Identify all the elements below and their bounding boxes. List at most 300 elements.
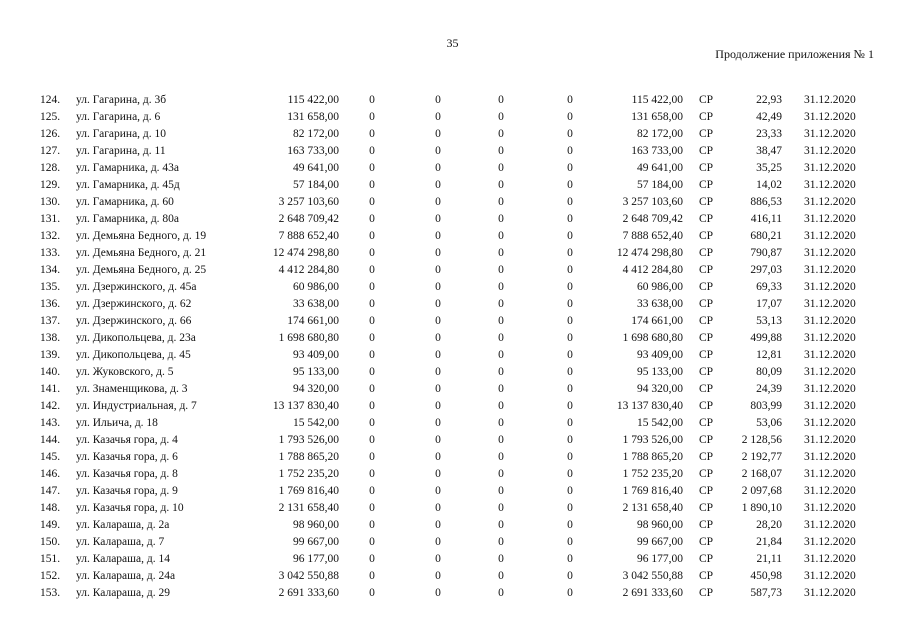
code-cell: СР <box>699 298 714 310</box>
value-cell: 416,11 <box>750 213 782 225</box>
zero-cell-2: 0 <box>435 400 441 412</box>
code-cell: СР <box>699 332 714 344</box>
address-cell: ул. Калараша, д. 2а <box>76 519 170 531</box>
table-row <box>0 109 905 126</box>
row-number: 135. <box>40 281 61 293</box>
date-cell: 31.12.2020 <box>804 434 856 446</box>
code-cell: СР <box>699 451 714 463</box>
row-number: 132. <box>40 230 61 242</box>
address-cell: ул. Гамарника, д. 43а <box>76 162 180 174</box>
code-cell: СР <box>699 485 714 497</box>
zero-cell-2: 0 <box>435 315 441 327</box>
row-number: 142. <box>40 400 61 412</box>
date-cell: 31.12.2020 <box>804 468 856 480</box>
table-row <box>0 279 905 296</box>
total-cell: 95 133,00 <box>637 366 683 378</box>
row-number: 136. <box>40 298 61 310</box>
zero-cell-3: 0 <box>498 502 504 514</box>
table-row <box>0 415 905 432</box>
total-cell: 12 474 298,80 <box>616 247 683 259</box>
table-row <box>0 126 905 143</box>
zero-cell-4: 0 <box>567 400 573 412</box>
date-cell: 31.12.2020 <box>804 315 856 327</box>
amount-cell: 93 409,00 <box>293 349 339 361</box>
table-row <box>0 330 905 347</box>
code-cell: СР <box>699 230 714 242</box>
address-cell: ул. Дзержинского, д. 45а <box>76 281 197 293</box>
zero-cell-2: 0 <box>435 94 441 106</box>
amount-cell: 57 184,00 <box>293 179 339 191</box>
amount-cell: 94 320,00 <box>293 383 339 395</box>
address-cell: ул. Демьяна Бедного, д. 25 <box>76 264 207 276</box>
amount-cell: 2 648 709,42 <box>278 213 339 225</box>
address-cell: ул. Гамарника, д. 60 <box>76 196 174 208</box>
amount-cell: 131 658,00 <box>287 111 339 123</box>
value-cell: 790,87 <box>750 247 782 259</box>
total-cell: 60 986,00 <box>637 281 683 293</box>
table-row <box>0 517 905 534</box>
zero-cell-3: 0 <box>498 281 504 293</box>
date-cell: 31.12.2020 <box>804 553 856 565</box>
zero-cell-3: 0 <box>498 332 504 344</box>
amount-cell: 7 888 652,40 <box>278 230 339 242</box>
amount-cell: 3 042 550,88 <box>278 570 339 582</box>
zero-cell-1: 0 <box>369 213 375 225</box>
row-number: 140. <box>40 366 61 378</box>
zero-cell-3: 0 <box>498 196 504 208</box>
table-row <box>0 245 905 262</box>
row-number: 129. <box>40 179 61 191</box>
address-cell: ул. Казачья гора, д. 8 <box>76 468 178 480</box>
table-row <box>0 449 905 466</box>
date-cell: 31.12.2020 <box>804 570 856 582</box>
zero-cell-3: 0 <box>498 179 504 191</box>
amount-cell: 1 793 526,00 <box>278 434 339 446</box>
total-cell: 2 131 658,40 <box>622 502 683 514</box>
code-cell: СР <box>699 536 714 548</box>
row-number: 152. <box>40 570 61 582</box>
table-row <box>0 262 905 279</box>
date-cell: 31.12.2020 <box>804 298 856 310</box>
zero-cell-4: 0 <box>567 417 573 429</box>
table-row <box>0 160 905 177</box>
address-cell: ул. Гамарника, д. 80а <box>76 213 180 225</box>
value-cell: 80,09 <box>756 366 782 378</box>
address-cell: ул. Дикопольцева, д. 45 <box>76 349 191 361</box>
zero-cell-1: 0 <box>369 230 375 242</box>
zero-cell-2: 0 <box>435 281 441 293</box>
value-cell: 2 128,56 <box>741 434 782 446</box>
date-cell: 31.12.2020 <box>804 451 856 463</box>
zero-cell-3: 0 <box>498 264 504 276</box>
address-cell: ул. Жуковского, д. 5 <box>76 366 174 378</box>
code-cell: СР <box>699 400 714 412</box>
value-cell: 297,03 <box>750 264 782 276</box>
amount-cell: 82 172,00 <box>293 128 339 140</box>
address-cell: ул. Казачья гора, д. 10 <box>76 502 184 514</box>
code-cell: СР <box>699 587 714 599</box>
value-cell: 886,53 <box>750 196 782 208</box>
zero-cell-2: 0 <box>435 264 441 276</box>
row-number: 127. <box>40 145 61 157</box>
zero-cell-3: 0 <box>498 366 504 378</box>
value-cell: 28,20 <box>756 519 782 531</box>
code-cell: СР <box>699 145 714 157</box>
zero-cell-2: 0 <box>435 230 441 242</box>
date-cell: 31.12.2020 <box>804 264 856 276</box>
address-cell: ул. Гамарника, д. 45д <box>76 179 180 191</box>
zero-cell-4: 0 <box>567 366 573 378</box>
amount-cell: 99 667,00 <box>293 536 339 548</box>
zero-cell-1: 0 <box>369 111 375 123</box>
row-number: 143. <box>40 417 61 429</box>
zero-cell-2: 0 <box>435 502 441 514</box>
value-cell: 450,98 <box>750 570 782 582</box>
zero-cell-3: 0 <box>498 383 504 395</box>
address-cell: ул. Казачья гора, д. 4 <box>76 434 178 446</box>
date-cell: 31.12.2020 <box>804 536 856 548</box>
address-cell: ул. Гагарина, д. 11 <box>76 145 166 157</box>
amount-cell: 1 788 865,20 <box>278 451 339 463</box>
code-cell: СР <box>699 94 714 106</box>
zero-cell-1: 0 <box>369 332 375 344</box>
zero-cell-4: 0 <box>567 196 573 208</box>
address-cell: ул. Калараша, д. 29 <box>76 587 170 599</box>
row-number: 150. <box>40 536 61 548</box>
total-cell: 4 412 284,80 <box>622 264 683 276</box>
zero-cell-1: 0 <box>369 451 375 463</box>
value-cell: 2 192,77 <box>741 451 782 463</box>
zero-cell-4: 0 <box>567 570 573 582</box>
row-number: 128. <box>40 162 61 174</box>
amount-cell: 12 474 298,80 <box>272 247 339 259</box>
zero-cell-1: 0 <box>369 349 375 361</box>
zero-cell-1: 0 <box>369 434 375 446</box>
row-number: 131. <box>40 213 61 225</box>
row-number: 146. <box>40 468 61 480</box>
total-cell: 7 888 652,40 <box>622 230 683 242</box>
total-cell: 96 177,00 <box>637 553 683 565</box>
zero-cell-1: 0 <box>369 400 375 412</box>
amount-cell: 49 641,00 <box>293 162 339 174</box>
value-cell: 21,84 <box>756 536 782 548</box>
address-cell: ул. Дикопольцева, д. 23а <box>76 332 196 344</box>
zero-cell-2: 0 <box>435 587 441 599</box>
code-cell: СР <box>699 519 714 531</box>
address-cell: ул. Ильича, д. 18 <box>76 417 158 429</box>
zero-cell-3: 0 <box>498 587 504 599</box>
table-row <box>0 211 905 228</box>
date-cell: 31.12.2020 <box>804 196 856 208</box>
zero-cell-3: 0 <box>498 485 504 497</box>
zero-cell-3: 0 <box>498 417 504 429</box>
amount-cell: 2 691 333,60 <box>278 587 339 599</box>
value-cell: 22,93 <box>756 94 782 106</box>
value-cell: 2 097,68 <box>741 485 782 497</box>
zero-cell-4: 0 <box>567 434 573 446</box>
value-cell: 69,33 <box>756 281 782 293</box>
total-cell: 1 788 865,20 <box>622 451 683 463</box>
zero-cell-2: 0 <box>435 145 441 157</box>
date-cell: 31.12.2020 <box>804 519 856 531</box>
date-cell: 31.12.2020 <box>804 145 856 157</box>
zero-cell-3: 0 <box>498 451 504 463</box>
total-cell: 2 648 709,42 <box>622 213 683 225</box>
value-cell: 35,25 <box>756 162 782 174</box>
zero-cell-3: 0 <box>498 94 504 106</box>
code-cell: СР <box>699 179 714 191</box>
row-number: 153. <box>40 587 61 599</box>
row-number: 148. <box>40 502 61 514</box>
zero-cell-4: 0 <box>567 145 573 157</box>
address-cell: ул. Гагарина, д. 6 <box>76 111 161 123</box>
zero-cell-1: 0 <box>369 485 375 497</box>
total-cell: 2 691 333,60 <box>622 587 683 599</box>
zero-cell-2: 0 <box>435 553 441 565</box>
row-number: 125. <box>40 111 61 123</box>
row-number: 141. <box>40 383 61 395</box>
table-row <box>0 432 905 449</box>
total-cell: 49 641,00 <box>637 162 683 174</box>
zero-cell-3: 0 <box>498 570 504 582</box>
date-cell: 31.12.2020 <box>804 94 856 106</box>
zero-cell-1: 0 <box>369 570 375 582</box>
date-cell: 31.12.2020 <box>804 485 856 497</box>
date-cell: 31.12.2020 <box>804 587 856 599</box>
code-cell: СР <box>699 315 714 327</box>
zero-cell-1: 0 <box>369 264 375 276</box>
value-cell: 587,73 <box>750 587 782 599</box>
zero-cell-1: 0 <box>369 536 375 548</box>
date-cell: 31.12.2020 <box>804 162 856 174</box>
zero-cell-4: 0 <box>567 247 573 259</box>
zero-cell-3: 0 <box>498 536 504 548</box>
amount-cell: 96 177,00 <box>293 553 339 565</box>
date-cell: 31.12.2020 <box>804 179 856 191</box>
code-cell: СР <box>699 128 714 140</box>
amount-cell: 2 131 658,40 <box>278 502 339 514</box>
zero-cell-3: 0 <box>498 434 504 446</box>
address-cell: ул. Казачья гора, д. 9 <box>76 485 178 497</box>
zero-cell-1: 0 <box>369 145 375 157</box>
zero-cell-1: 0 <box>369 281 375 293</box>
amount-cell: 4 412 284,80 <box>278 264 339 276</box>
zero-cell-2: 0 <box>435 434 441 446</box>
address-cell: ул. Казачья гора, д. 6 <box>76 451 178 463</box>
zero-cell-4: 0 <box>567 468 573 480</box>
row-number: 134. <box>40 264 61 276</box>
code-cell: СР <box>699 111 714 123</box>
zero-cell-1: 0 <box>369 315 375 327</box>
table-row <box>0 177 905 194</box>
date-cell: 31.12.2020 <box>804 281 856 293</box>
table-row <box>0 585 905 602</box>
value-cell: 38,47 <box>756 145 782 157</box>
zero-cell-1: 0 <box>369 128 375 140</box>
zero-cell-4: 0 <box>567 179 573 191</box>
zero-cell-2: 0 <box>435 485 441 497</box>
address-cell: ул. Калараша, д. 7 <box>76 536 165 548</box>
row-number: 149. <box>40 519 61 531</box>
code-cell: СР <box>699 162 714 174</box>
zero-cell-1: 0 <box>369 383 375 395</box>
zero-cell-2: 0 <box>435 366 441 378</box>
amount-cell: 13 137 830,40 <box>272 400 339 412</box>
zero-cell-1: 0 <box>369 417 375 429</box>
date-cell: 31.12.2020 <box>804 502 856 514</box>
zero-cell-4: 0 <box>567 315 573 327</box>
zero-cell-1: 0 <box>369 247 375 259</box>
zero-cell-4: 0 <box>567 536 573 548</box>
zero-cell-1: 0 <box>369 468 375 480</box>
zero-cell-2: 0 <box>435 536 441 548</box>
table-row <box>0 228 905 245</box>
table-row <box>0 500 905 517</box>
total-cell: 99 667,00 <box>637 536 683 548</box>
zero-cell-2: 0 <box>435 383 441 395</box>
row-number: 137. <box>40 315 61 327</box>
value-cell: 14,02 <box>756 179 782 191</box>
zero-cell-3: 0 <box>498 315 504 327</box>
date-cell: 31.12.2020 <box>804 111 856 123</box>
zero-cell-4: 0 <box>567 281 573 293</box>
zero-cell-3: 0 <box>498 349 504 361</box>
total-cell: 13 137 830,40 <box>616 400 683 412</box>
zero-cell-2: 0 <box>435 468 441 480</box>
value-cell: 21,11 <box>756 553 782 565</box>
code-cell: СР <box>699 417 714 429</box>
zero-cell-3: 0 <box>498 247 504 259</box>
total-cell: 82 172,00 <box>637 128 683 140</box>
total-cell: 94 320,00 <box>637 383 683 395</box>
table-row <box>0 381 905 398</box>
date-cell: 31.12.2020 <box>804 230 856 242</box>
table-row <box>0 534 905 551</box>
total-cell: 1 752 235,20 <box>622 468 683 480</box>
address-cell: ул. Дзержинского, д. 66 <box>76 315 192 327</box>
data-table <box>0 92 905 602</box>
zero-cell-3: 0 <box>498 145 504 157</box>
zero-cell-2: 0 <box>435 417 441 429</box>
zero-cell-2: 0 <box>435 298 441 310</box>
zero-cell-4: 0 <box>567 485 573 497</box>
table-row <box>0 92 905 109</box>
total-cell: 3 257 103,60 <box>622 196 683 208</box>
total-cell: 93 409,00 <box>637 349 683 361</box>
zero-cell-1: 0 <box>369 366 375 378</box>
zero-cell-2: 0 <box>435 570 441 582</box>
zero-cell-3: 0 <box>498 468 504 480</box>
amount-cell: 3 257 103,60 <box>278 196 339 208</box>
date-cell: 31.12.2020 <box>804 247 856 259</box>
zero-cell-4: 0 <box>567 128 573 140</box>
table-row <box>0 143 905 160</box>
zero-cell-1: 0 <box>369 553 375 565</box>
address-cell: ул. Дзержинского, д. 62 <box>76 298 192 310</box>
zero-cell-3: 0 <box>498 213 504 225</box>
date-cell: 31.12.2020 <box>804 349 856 361</box>
total-cell: 57 184,00 <box>637 179 683 191</box>
zero-cell-4: 0 <box>567 94 573 106</box>
address-cell: ул. Калараша, д. 14 <box>76 553 170 565</box>
amount-cell: 95 133,00 <box>293 366 339 378</box>
zero-cell-3: 0 <box>498 230 504 242</box>
date-cell: 31.12.2020 <box>804 213 856 225</box>
address-cell: ул. Гагарина, д. 3б <box>76 94 167 106</box>
total-cell: 3 042 550,88 <box>622 570 683 582</box>
value-cell: 803,99 <box>750 400 782 412</box>
amount-cell: 1 752 235,20 <box>278 468 339 480</box>
zero-cell-4: 0 <box>567 502 573 514</box>
value-cell: 12,81 <box>756 349 782 361</box>
zero-cell-4: 0 <box>567 587 573 599</box>
address-cell: ул. Гагарина, д. 10 <box>76 128 167 140</box>
value-cell: 499,88 <box>750 332 782 344</box>
zero-cell-1: 0 <box>369 179 375 191</box>
value-cell: 1 890,10 <box>741 502 782 514</box>
zero-cell-4: 0 <box>567 383 573 395</box>
code-cell: СР <box>699 468 714 480</box>
zero-cell-4: 0 <box>567 264 573 276</box>
row-number: 138. <box>40 332 61 344</box>
total-cell: 163 733,00 <box>631 145 683 157</box>
zero-cell-4: 0 <box>567 332 573 344</box>
zero-cell-4: 0 <box>567 349 573 361</box>
value-cell: 23,33 <box>756 128 782 140</box>
total-cell: 1 698 680,80 <box>622 332 683 344</box>
code-cell: СР <box>699 553 714 565</box>
zero-cell-2: 0 <box>435 128 441 140</box>
zero-cell-1: 0 <box>369 587 375 599</box>
zero-cell-1: 0 <box>369 502 375 514</box>
code-cell: СР <box>699 502 714 514</box>
zero-cell-2: 0 <box>435 213 441 225</box>
table-row <box>0 466 905 483</box>
code-cell: СР <box>699 247 714 259</box>
table-row <box>0 398 905 415</box>
value-cell: 53,06 <box>756 417 782 429</box>
amount-cell: 60 986,00 <box>293 281 339 293</box>
value-cell: 17,07 <box>756 298 782 310</box>
total-cell: 115 422,00 <box>631 94 683 106</box>
row-number: 124. <box>40 94 61 106</box>
continuation-label: Продолжение приложения № 1 <box>715 47 874 61</box>
amount-cell: 33 638,00 <box>293 298 339 310</box>
amount-cell: 163 733,00 <box>287 145 339 157</box>
zero-cell-2: 0 <box>435 111 441 123</box>
zero-cell-3: 0 <box>498 400 504 412</box>
address-cell: ул. Демьяна Бедного, д. 19 <box>76 230 207 242</box>
row-number: 133. <box>40 247 61 259</box>
table-row <box>0 296 905 313</box>
zero-cell-2: 0 <box>435 349 441 361</box>
total-cell: 174 661,00 <box>631 315 683 327</box>
address-cell: ул. Индустриальная, д. 7 <box>76 400 197 412</box>
amount-cell: 1 698 680,80 <box>278 332 339 344</box>
zero-cell-4: 0 <box>567 230 573 242</box>
total-cell: 33 638,00 <box>637 298 683 310</box>
zero-cell-1: 0 <box>369 519 375 531</box>
table-row <box>0 347 905 364</box>
code-cell: СР <box>699 434 714 446</box>
zero-cell-3: 0 <box>498 298 504 310</box>
code-cell: СР <box>699 213 714 225</box>
date-cell: 31.12.2020 <box>804 332 856 344</box>
zero-cell-2: 0 <box>435 519 441 531</box>
code-cell: СР <box>699 264 714 276</box>
total-cell: 1 793 526,00 <box>622 434 683 446</box>
row-number: 151. <box>40 553 61 565</box>
